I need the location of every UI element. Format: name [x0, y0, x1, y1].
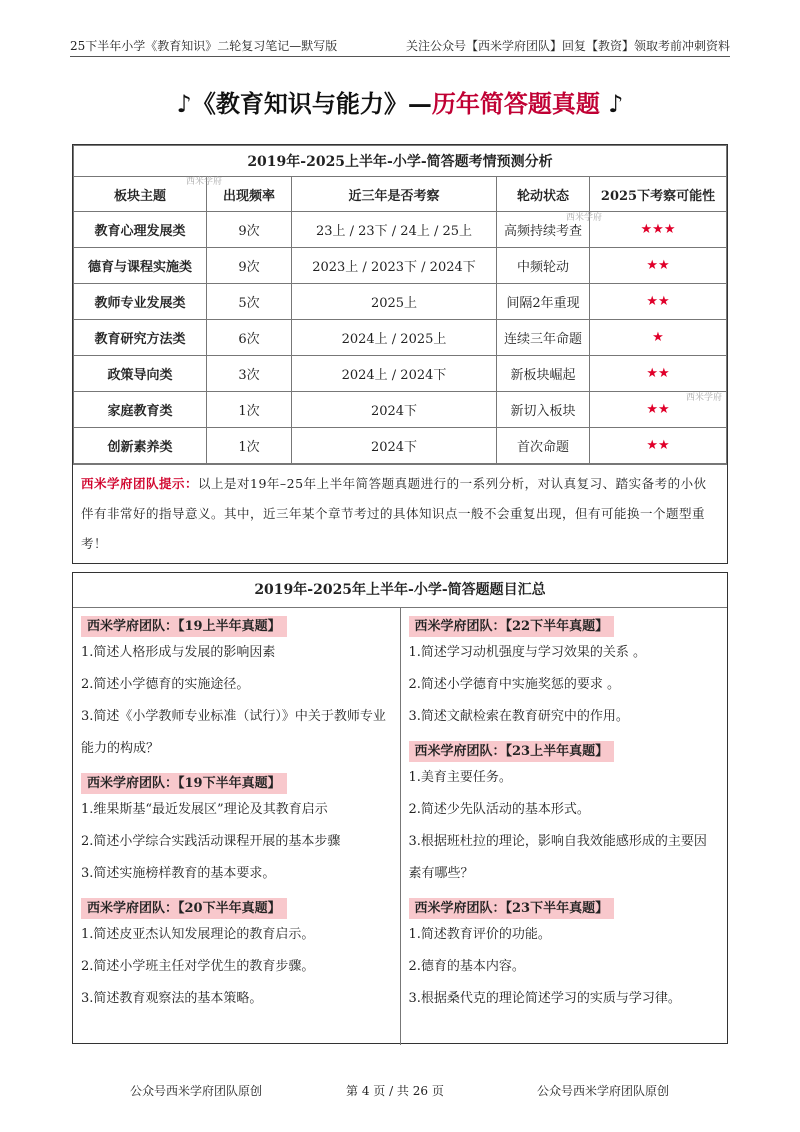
header-left: 25下半年小学《教育知识》二轮复习笔记—默写版: [70, 39, 338, 53]
question-item: 2.简述小学班主任对学优生的教育步骤。: [81, 959, 315, 974]
question-item: 1.简述教育评价的功能。: [408, 927, 551, 942]
table-cell: 2024上 / 2025上: [292, 320, 497, 356]
likelihood-stars: ★★: [590, 248, 727, 284]
likelihood-stars: ★★: [590, 284, 727, 320]
question-item: 3.简述教育观察法的基本策略。: [81, 991, 263, 1006]
section-tag: [81, 616, 287, 637]
analysis-table-box: [72, 144, 728, 564]
table-cell: 新切入板块: [497, 392, 590, 428]
table-cell: 中频轮动: [497, 248, 590, 284]
table-row: [74, 428, 727, 464]
table-cell: 2023上 / 2023下 / 2024下: [292, 248, 497, 284]
title-suffix: ♪: [599, 89, 624, 118]
question-item: 2.简述小学德育的实施途径。: [81, 677, 250, 692]
table-cell: 2025上: [292, 284, 497, 320]
question-item: 1.简述学习动机强度与学习效果的关系 。: [408, 645, 647, 660]
tag-year: 【22下半年真题】: [505, 619, 609, 634]
footer-left: 公众号西米学府团队原创: [130, 1084, 263, 1098]
tag-team: 西米学府团队：: [87, 776, 179, 791]
table-row: [74, 392, 727, 428]
col-header: 轮动状态: [497, 177, 590, 212]
tag-team: 西米学府团队：: [414, 901, 506, 916]
table-cell: 2024下: [292, 392, 497, 428]
page-title: [0, 84, 800, 119]
table-cell: 新板块崛起: [497, 356, 590, 392]
section-tag: [409, 898, 615, 919]
title-prefix: ♪《教育知识与能力》—: [176, 89, 432, 118]
likelihood-stars: ★★: [590, 356, 727, 392]
header-right: 关注公众号【西米学府团队】回复【教资】领取考前冲刺资料: [405, 39, 730, 53]
table-cell: 9次: [207, 248, 292, 284]
section-tag: [409, 616, 615, 637]
question-item: 3.根据桑代克的理论简述学习的实质与学习律。: [408, 991, 681, 1006]
footer-right: 公众号西米学府团队原创: [537, 1084, 670, 1098]
watermark-text: 西米学府: [686, 393, 723, 403]
tag-year: 【20下半年真题】: [178, 901, 281, 916]
table-cell: 首次命题: [497, 428, 590, 464]
tag-year: 【19下半年真题】: [178, 776, 281, 791]
page-header: [70, 36, 730, 57]
table-row: [74, 248, 727, 284]
question-item: 2.简述小学综合实践活动课程开展的基本步骤: [81, 834, 341, 849]
tip-paragraph: [73, 464, 727, 563]
table-cell: 教师专业发展类: [74, 284, 207, 320]
table-cell: 6次: [207, 320, 292, 356]
tag-team: 西米学府团队：: [414, 619, 506, 634]
col-header: 板块主题: [74, 177, 207, 212]
analysis-table: [73, 145, 727, 464]
watermark-text: 西米学府: [186, 177, 223, 187]
likelihood-stars: ★★: [590, 392, 727, 428]
question-item: 1.简述皮亚杰认知发展理论的教育启示。: [81, 927, 315, 942]
questions-table-caption: 2019年-2025年上半年-小学-简答题题目汇总: [73, 573, 727, 608]
tag-year: 【19上半年真题】: [178, 619, 281, 634]
col-header: 2025下考察可能性: [590, 177, 727, 212]
table-cell: 2024下: [292, 428, 497, 464]
page-number: 第 4 页 / 共 26 页: [346, 1084, 444, 1098]
tip-label: 西米学府团队提示：: [81, 476, 199, 491]
table-cell: 9次: [207, 212, 292, 248]
table-cell: 教育心理发展类: [74, 212, 207, 248]
question-item: 2.简述小学德育中实施奖惩的要求 。: [408, 677, 621, 692]
analysis-table-body: [74, 212, 727, 464]
tag-team: 西米学府团队：: [87, 901, 179, 916]
questions-left-column: [73, 608, 401, 1045]
table-cell: 5次: [207, 284, 292, 320]
tag-year: 【23下半年真题】: [505, 901, 609, 916]
table-cell: 高频持续考查: [497, 212, 590, 248]
section-tag: [409, 741, 615, 762]
watermark-text: 西米学府: [566, 213, 603, 223]
table-cell: 23上 / 23下 / 24上 / 25上: [292, 212, 497, 248]
question-item: 3.简述实施榜样教育的基本要求。: [81, 866, 276, 881]
table-cell: 创新素养类: [74, 428, 207, 464]
table-cell: 3次: [207, 356, 292, 392]
question-item: 1.维果斯基“最近发展区”理论及其教育启示: [81, 802, 328, 817]
table-row: [74, 212, 727, 248]
table-cell: 1次: [207, 392, 292, 428]
table-cell: 2024上 / 2024下: [292, 356, 497, 392]
analysis-table-caption: 2019年-2025上半年-小学-简答题考情预测分析: [74, 146, 727, 177]
tag-team: 西米学府团队：: [87, 619, 179, 634]
table-row: [74, 284, 727, 320]
table-row: [74, 356, 727, 392]
question-item: 1.简述人格形成与发展的影响因素: [81, 645, 276, 660]
question-item: 1.美育主要任务。: [408, 770, 512, 785]
col-header: 出现频率: [207, 177, 292, 212]
table-cell: 家庭教育类: [74, 392, 207, 428]
table-cell: 德育与课程实施类: [74, 248, 207, 284]
questions-right-column: [401, 608, 728, 1045]
table-row: [74, 320, 727, 356]
likelihood-stars: ★★: [590, 428, 727, 464]
table-cell: 教育研究方法类: [74, 320, 207, 356]
section-tag: [81, 898, 287, 919]
tag-team: 西米学府团队：: [414, 744, 506, 759]
likelihood-stars: ★★★: [590, 212, 727, 248]
col-header: 近三年是否考察: [292, 177, 497, 212]
tip-text: 以上是对19年–25年上半年简答题真题进行的一系列分析，对认真复习、踏实备考的小伙伴有非常好的指导意义。其中，近三年某个章节考过的具体知识点一般不会重复出现，但有可能换一个题型重考！: [81, 476, 707, 551]
tag-year: 【23上半年真题】: [505, 744, 609, 759]
question-item: 2.简述少先队活动的基本形式。: [408, 802, 590, 817]
questions-table-box: [72, 572, 728, 1044]
question-item: 3.简述《小学教师专业标准（试行）》中关于教师专业能力的构成？: [81, 709, 386, 756]
table-cell: 连续三年命题: [497, 320, 590, 356]
table-cell: 政策导向类: [74, 356, 207, 392]
table-cell: 间隔2年重现: [497, 284, 590, 320]
table-cell: 1次: [207, 428, 292, 464]
section-tag: [81, 773, 287, 794]
title-highlight: 历年简答题真题: [431, 89, 600, 118]
question-item: 3.根据班杜拉的理论，影响自我效能感形成的主要因素有哪些？: [408, 834, 707, 881]
likelihood-stars: ★: [590, 320, 727, 356]
question-item: 3.简述文献检索在教育研究中的作用。: [408, 709, 629, 724]
question-item: 2.德育的基本内容。: [408, 959, 525, 974]
